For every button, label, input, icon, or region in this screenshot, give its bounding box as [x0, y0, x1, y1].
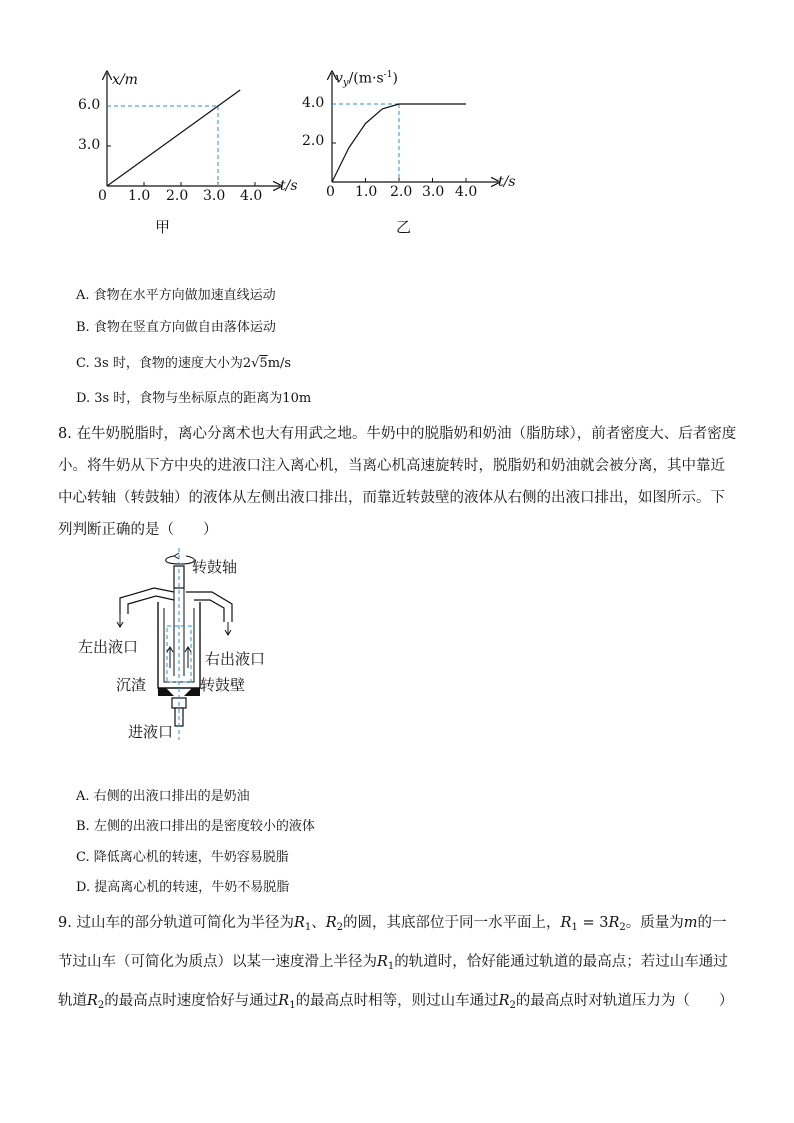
q9-line-2: 节过山车（可简化为质点）以某一速度滑上半径为$R_1$的轨道时，恰好能通过轨道的最高点；若过山车通过 — [58, 954, 728, 972]
jia-x-tick-3: 3.0 — [203, 188, 226, 204]
yi-caption: 乙 — [396, 218, 412, 236]
q9-line-1: 9. 过山车的部分轨道可简化为半径为$R_1$、$R_2$的圆，其底部位于同一水平面上，$R_1 = 3R_2$。质量为m的一 — [58, 915, 727, 933]
yi-x-tick-4: 4.0 — [455, 184, 478, 200]
jia-x-tick-0: 0 — [98, 188, 107, 204]
right-outlet-pipe — [186, 592, 232, 622]
label-right-outlet: 右出液口 — [205, 650, 266, 668]
q8-line: 中心转轴（转鼓轴）的液体从左侧出液口排出，而靠近转鼓壁的液体从右侧的出液口排出，如图所示。下 — [58, 490, 725, 506]
left-outlet-pipe — [120, 588, 174, 614]
q7-option-a: A. 食物在水平方向做加速直线运动 — [76, 288, 276, 303]
jia-caption: 甲 — [155, 218, 171, 236]
jia-x-tick-1: 1.0 — [128, 188, 151, 204]
jia-x-tick-4: 4.0 — [240, 188, 263, 204]
q8-line: 小。将牛奶从下方中央的进液口注入离心机，当离心机高速旋转时，脱脂奶和奶油就会被分离，其中靠近 — [58, 458, 725, 474]
sediment — [158, 688, 174, 696]
yi-y-axis-label: $v_y/(m\cdot s^{-1})$ — [335, 70, 398, 89]
q9-line-3: 轨道$R_2$的最高点时速度恰好与通过$R_1$的最高点时相等，则过山车通过$R_2$的最高点时对轨道压力为（ ） — [58, 993, 734, 1011]
label-wall: 转鼓壁 — [200, 676, 246, 694]
q8-option-a: A. 右侧的出液口排出的是奶油 — [76, 789, 250, 804]
jia-y-tick-6: 6.0 — [78, 97, 101, 113]
rotation-arrow — [166, 556, 195, 564]
jia-y-tick-3: 3.0 — [78, 137, 101, 153]
label-inlet: 进液口 — [128, 723, 174, 741]
yi-x-tick-2: 2.0 — [390, 184, 413, 200]
q8-option-c: C. 降低离心机的转速，牛奶容易脱脂 — [76, 850, 289, 865]
yi-x-tick-3: 3.0 — [422, 184, 445, 200]
q8-option-b: B. 左侧的出液口排出的是密度较小的液体 — [76, 819, 315, 834]
q7-option-d: D. 3s 时，食物与坐标原点的距离为10m — [76, 391, 312, 406]
series-line — [107, 90, 240, 186]
graph-yi — [318, 68, 518, 218]
q7-option-c: C. 3s 时，食物的速度大小为2√5m/s — [76, 356, 292, 371]
q9-stem — [58, 906, 738, 1023]
q7-option-b: B. 食物在竖直方向做自由落体运动 — [76, 320, 276, 335]
yi-y-tick-4: 4.0 — [302, 95, 325, 111]
yi-x-tick-1: 1.0 — [355, 184, 378, 200]
jia-x-tick-2: 2.0 — [166, 188, 189, 204]
q8-line: 8. 在牛奶脱脂时，离心分离术也大有用武之地。牛奶中的脱脂奶和奶油（脂肪球），前者密度大、后者密度 — [58, 426, 737, 442]
q8-line: 列判断正确的是（ ） — [58, 522, 218, 538]
jia-x-axis-label: t/s — [280, 178, 298, 194]
label-left-outlet: 左出液口 — [78, 638, 139, 656]
yi-x-axis-label: t/s — [498, 174, 516, 190]
label-sediment: 沉渣 — [116, 676, 147, 694]
yi-y-tick-2: 2.0 — [302, 133, 325, 149]
yi-x-tick-0: 0 — [326, 184, 335, 200]
q8-stem — [58, 418, 738, 546]
q8-option-d: D. 提高离心机的转速，牛奶不易脱脂 — [76, 880, 290, 895]
graph-jia — [90, 68, 310, 218]
jia-y-axis-label: x/m — [112, 72, 138, 88]
label-shaft: 转鼓轴 — [192, 558, 238, 576]
